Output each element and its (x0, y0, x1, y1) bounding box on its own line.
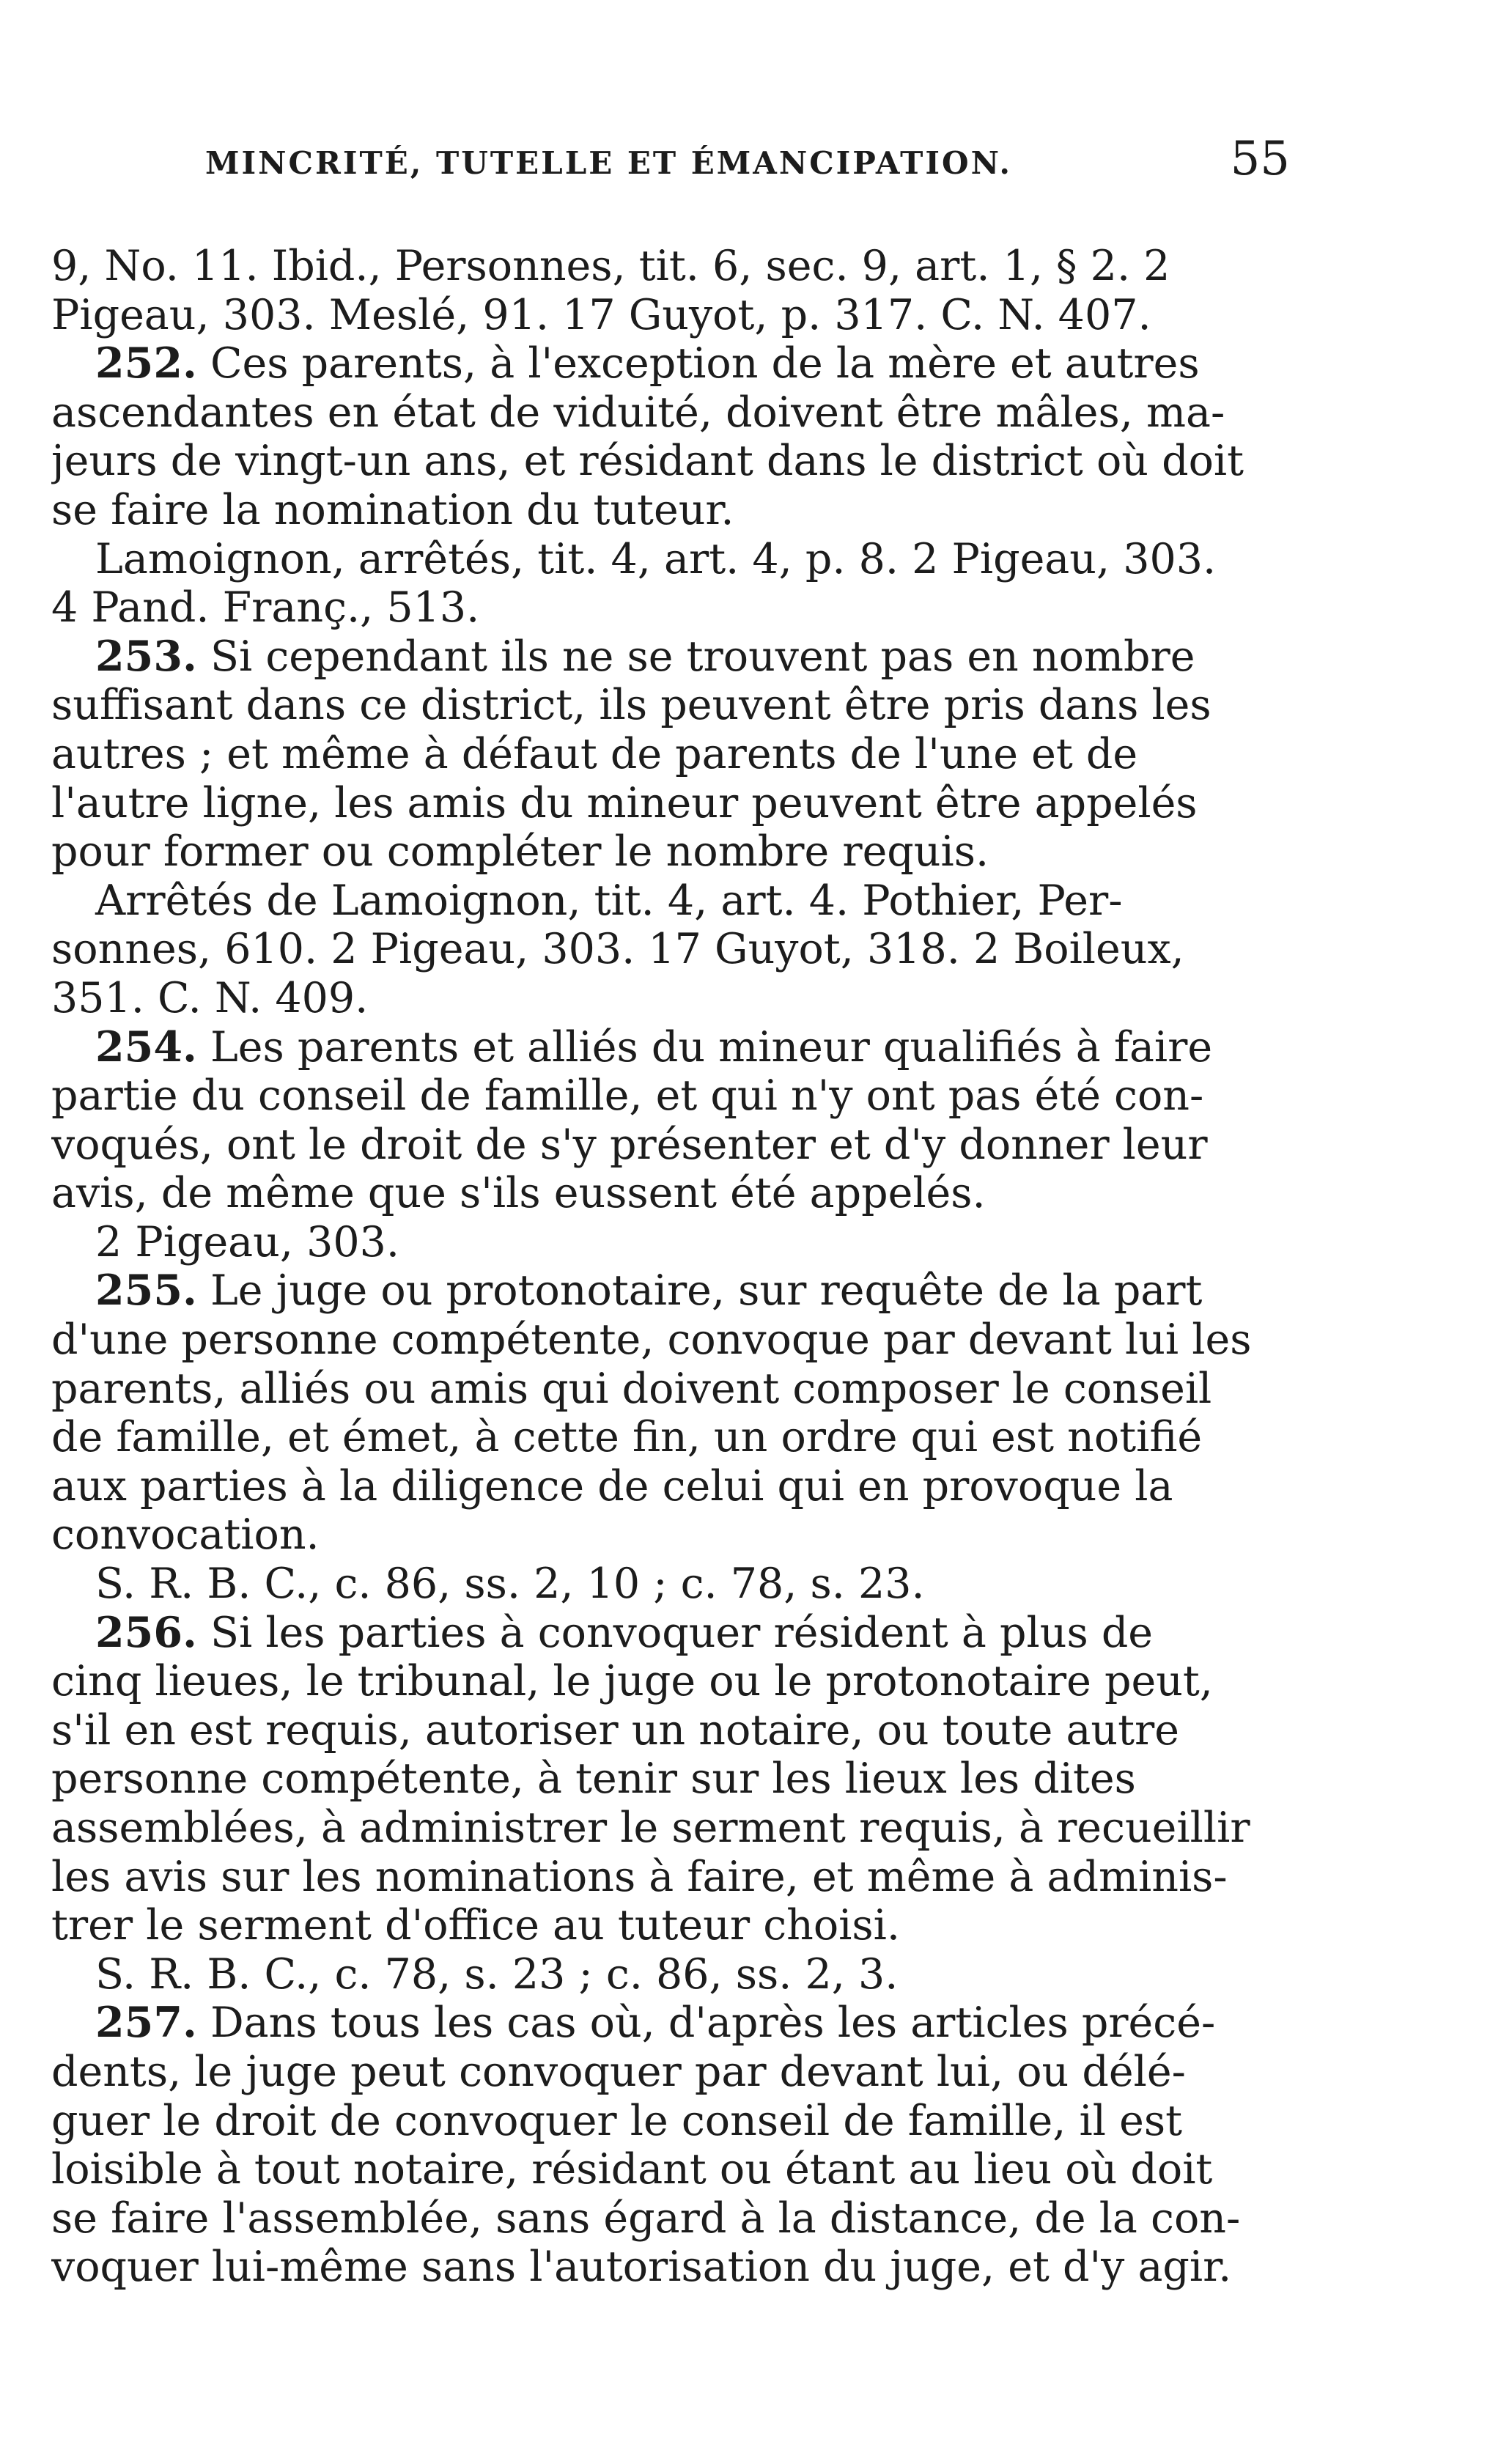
text-line: se faire l'assemblée, sans égard à la distance, de la con- (51, 2194, 1241, 2243)
text-line: cinq lieues, le tribunal, le juge ou le protonotaire peut, (51, 1657, 1213, 1706)
text-line: convocation. (51, 1511, 320, 1560)
article-number: 257. (95, 1999, 197, 2048)
article-257-start: 257. Dans tous les cas où, d'après les articles précé- (95, 1999, 1216, 2048)
text-line: les avis sur les nominations à faire, et même à adminis- (51, 1852, 1228, 1901)
text-line: de famille, et émet, à cette fin, un ordre qui est notifié (51, 1413, 1203, 1462)
article-number: 254. (95, 1022, 197, 1071)
article-255-start: 255. Le juge ou protonotaire, sur requête de la part (95, 1266, 1203, 1316)
text-line: guer le droit de convoquer le conseil de famille, il est (51, 2096, 1182, 2145)
article-253-start: 253. Si cependant ils ne se trouvent pas en nombre (95, 632, 1195, 681)
text-line: suffisant dans ce district, ils peuvent être pris dans les (51, 681, 1212, 730)
page-header (205, 132, 1290, 198)
article-252-start: 252. Ces parents, à l'exception de la mère et autres (95, 339, 1200, 388)
article-number: 252. (95, 339, 197, 388)
text-line: l'autre ligne, les amis du mineur peuvent être appelés (51, 778, 1198, 827)
citation-line: 351. C. N. 409. (51, 973, 369, 1022)
article-256-start: 256. Si les parties à convoquer résident à plus de (95, 1608, 1154, 1657)
text-line: Pigeau, 303. Meslé, 91. 17 Guyot, p. 317. C. N. 407. (51, 290, 1151, 339)
text-line: aux parties à la diligence de celui qui en provoque la (51, 1461, 1173, 1511)
text-line: assemblées, à administrer le serment requis, à recueillir (51, 1804, 1250, 1852)
text-line: loisible à tout notaire, résidant ou étant au lieu où doit (51, 2145, 1213, 2194)
article-number: 253. (95, 632, 197, 681)
text-line: jeurs de vingt-un ans, et résidant dans le district où doit (51, 437, 1244, 486)
running-title: MINCRITÉ, TUTELLE ET ÉMANCIPATION. (205, 145, 1012, 181)
text-line: voqués, ont le droit de s'y présenter et d'y donner leur (51, 1120, 1208, 1169)
citation-line: S. R. B. C., c. 78, s. 23 ; c. 86, ss. 2, 3. (95, 1950, 899, 1999)
page-number: 55 (1230, 132, 1290, 186)
text-line: voquer lui-même sans l'autorisation du juge, et d'y agir. (51, 2243, 1232, 2292)
citation-line: sonnes, 610. 2 Pigeau, 303. 17 Guyot, 318. 2 Boileux, (51, 925, 1184, 974)
text-line: parents, alliés ou amis qui doivent composer le conseil (51, 1364, 1212, 1413)
citation-line: 2 Pigeau, 303. (95, 1217, 400, 1266)
text-line: s'il en est requis, autoriser un notaire, ou toute autre (51, 1705, 1180, 1755)
article-number: 256. (95, 1608, 197, 1657)
citation-line: S. R. B. C., c. 86, ss. 2, 10 ; c. 78, s. 23. (95, 1560, 925, 1609)
text-line: se faire la nomination du tuteur. (51, 485, 734, 534)
text-line: personne compétente, à tenir sur les lieux les dites (51, 1755, 1136, 1804)
text-line: d'une personne compétente, convoque par devant lui les (51, 1316, 1252, 1365)
text-line: trer le serment d'office au tuteur choisi. (51, 1901, 900, 1950)
text-line: partie du conseil de famille, et qui n'y ont pas été con- (51, 1071, 1204, 1121)
page-body (51, 242, 1253, 2292)
text-line: dents, le juge peut convoquer par devant lui, ou délé- (51, 2047, 1186, 2096)
article-254-start: 254. Les parents et alliés du mineur qualifiés à faire (95, 1022, 1213, 1071)
citation-line: Arrêtés de Lamoignon, tit. 4, art. 4. Pothier, Per- (95, 876, 1123, 925)
text-line: pour former ou compléter le nombre requis. (51, 827, 989, 877)
text-line: autres ; et même à défaut de parents de l'une et de (51, 729, 1138, 778)
text-line: ascendantes en état de viduité, doivent être mâles, ma- (51, 388, 1225, 437)
text-line: 9, No. 11. Ibid., Personnes, tit. 6, sec. 9, art. 1, § 2. 2 (51, 242, 1170, 290)
citation-line: Lamoignon, arrêtés, tit. 4, art. 4, p. 8. 2 Pigeau, 303. (95, 534, 1217, 583)
citation-line: 4 Pand. Franç., 513. (51, 583, 480, 632)
text-line: avis, de même que s'ils eussent été appelés. (51, 1169, 986, 1218)
article-number: 255. (95, 1266, 197, 1316)
